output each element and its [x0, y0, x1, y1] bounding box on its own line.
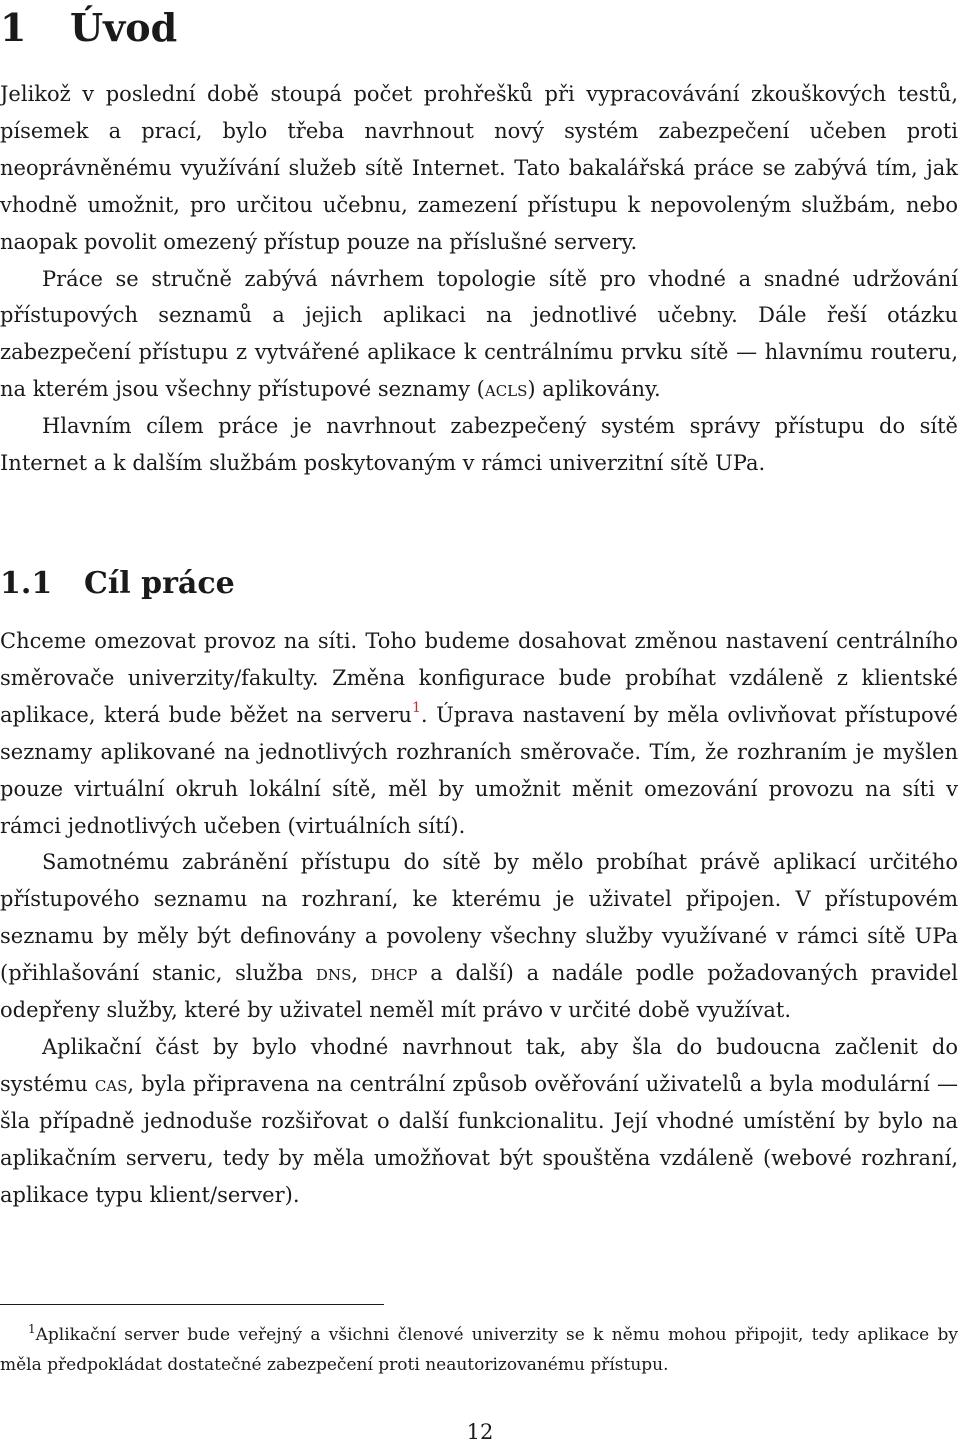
section-paragraph-3-text: Aplikační část by bylo vhodné navrhnout tak, aby šla do budoucna začlenit do systému [0, 1034, 958, 1096]
section-paragraph-1 [0, 623, 958, 844]
dhcp-abbreviation: dhcp [370, 961, 418, 986]
section-paragraph-1-end: . Úprava nastavení by měla ovlivňovat přístupové seznamy aplikované na jednotlivých rozhraních směrovače. Tím, že rozhraním je myšlen pouze virtuální okruh lokální sítě, měl by umožnit měnit omezování provozu na síti v rámci jednotlivých učeben (virtuálních sítí). [0, 702, 958, 838]
section-paragraph-3-end: , byla připravena na centrální způsob ověřování uživatelů a byla modulární — šla případně jednoduše rozšiřovat o další funkcionalitu. Její vhodné umístění by bylo na aplikačním serveru, tedy by měla umožňovat být spouštěna vzdáleně (webové rozhraní, aplikace typu klient/server). [0, 1071, 958, 1207]
footnote-mark: 1 [28, 1322, 36, 1336]
section-heading [0, 562, 235, 606]
chapter-body [0, 76, 958, 482]
chapter-heading [0, 4, 177, 52]
chapter-paragraph-1: Jelikož v poslední době stoupá počet prohřešků při vypracovávání zkouškových testů, písemek a prací, bylo třeba navrhnout nový systém zabezpečení učeben proti neoprávněnému využívání služeb sítě Internet. Tato bakalářská práce se zabývá tím, jak vhodně umožnit, pro určitou učebnu, zamezení přístupu k nepovoleným službám, nebo naopak povolit omezený přístup pouze na příslušné servery. [0, 82, 958, 254]
chapter-number: 1 [0, 5, 27, 50]
footnote-reference[interactable]: 1 [411, 699, 421, 716]
footnote [0, 1320, 958, 1380]
section-paragraph-2 [0, 844, 958, 1029]
acls-abbreviation: acls [484, 377, 528, 402]
dns-abbreviation: dns [315, 961, 352, 986]
section-paragraph-2-end: a další) a nadále podle požadovaných pravidel odepřeny služby, které by uživatel neměl mít právo v určité době využívat. [0, 961, 958, 1023]
section-number: 1.1 [0, 566, 53, 601]
footnote-divider [0, 1304, 384, 1305]
cas-abbreviation: cas [94, 1071, 128, 1096]
chapter-paragraph-2-text: Práce se stručně zabývá návrhem topologie sítě pro vhodné a snadné udržování přístupových seznamů a jejich aplikaci na jednotlivé učebny. Dále řeší otázku zabezpečení přístupu z vytvářené aplikace k centrálnímu prvku sítě — hlavnímu routeru, na kterém jsou všechny přístupové seznamy ( [0, 266, 958, 402]
chapter-paragraph-2 [0, 261, 958, 409]
chapter-title: Úvod [70, 5, 178, 50]
chapter-paragraph-3: Hlavním cílem práce je navrhnout zabezpečený systém správy přístupu do sítě Internet a k dalším službám poskytovaným v rámci univerzitní sítě UPa. [0, 414, 958, 476]
section-body [0, 623, 958, 1214]
section-paragraph-1-text: Chceme omezovat provoz na síti. Toho budeme dosahovat změnou nastavení centrálního směrovače univerzity/fakulty. Změna konfigurace bude probíhat vzdáleně z klientské aplikace, která bude běžet na serveru [0, 629, 958, 727]
chapter-paragraph-2-end: ) aplikovány. [527, 377, 661, 402]
page-number: 12 [466, 1420, 494, 1444]
section-paragraph-3 [0, 1029, 958, 1214]
footnote-text: Aplikační server bude veřejný a všichni členové univerzity se k němu mohou připojit, tedy aplikace by měla předpokládat dostatečné zabezpečení proti neautorizovanému přístupu. [0, 1325, 958, 1375]
section-title: Cíl práce [84, 566, 235, 601]
section-paragraph-2-text: Samotnému zabránění přístupu do sítě by mělo probíhat právě aplikací určitého přístupového seznamu na rozhraní, ke kterému je uživatel připojen. V přístupovém seznamu by měly být definovány a povoleny všechny služby využívané v rámci sítě UPa (přihlašování stanic, služba [0, 850, 958, 986]
section-paragraph-2-sep: , [351, 961, 371, 986]
